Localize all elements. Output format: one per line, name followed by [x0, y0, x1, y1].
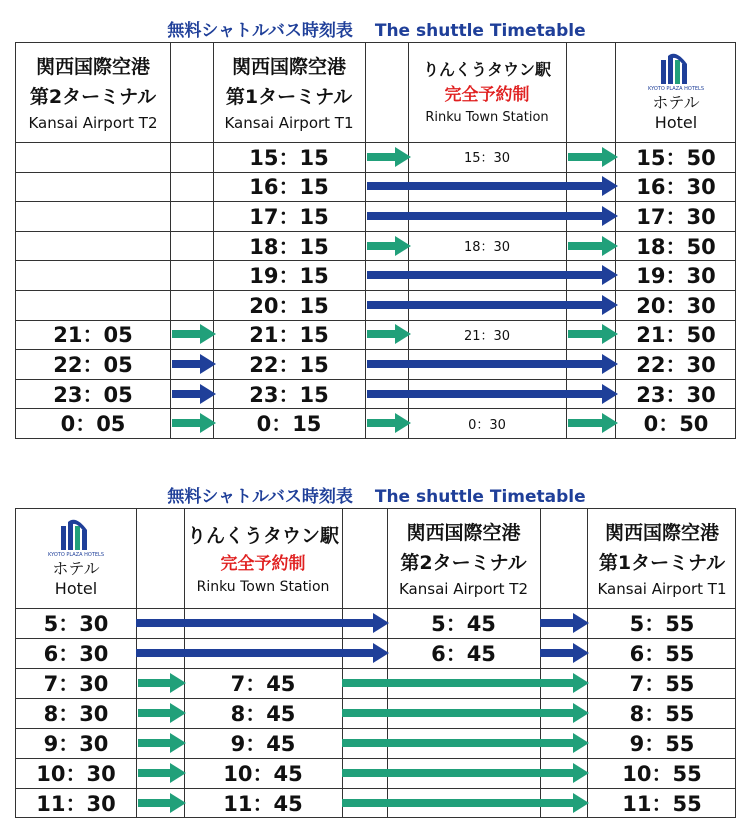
hotel-logo-icon: [59, 518, 93, 552]
header-hotel-jp: ホテル: [652, 93, 700, 112]
title-en: The shuttle Timetable: [374, 21, 586, 41]
time-cell: 16：15: [249, 175, 329, 200]
time-cell: 22：30: [636, 352, 716, 377]
time-cell: 10：55: [622, 762, 702, 786]
header-t1-jp1: 関西国際空港: [231, 55, 346, 78]
arrow-long-blue: [136, 643, 389, 667]
header-rinku: [408, 43, 566, 142]
time-cell: [16, 201, 170, 231]
arrow-long-green-icon: [342, 793, 589, 813]
header-t1: [213, 43, 365, 142]
time-cell: [16, 231, 170, 261]
arrow-green-icon: [367, 236, 411, 256]
time-cell: 20：30: [636, 293, 716, 318]
logo-text: KYOTO PLAZA HOTELS: [647, 86, 705, 92]
arrow-green: [568, 147, 618, 171]
time-cell: 5：30: [43, 612, 109, 636]
time-cell: 21：15: [249, 323, 329, 348]
arrow-green: [138, 793, 186, 817]
kyoto-plaza-hotels-logo: [48, 518, 104, 559]
time-cell: 5：55: [629, 612, 695, 636]
time-cell: 15：50: [636, 145, 716, 170]
header-hotel: [16, 509, 136, 608]
time-cell: 18：15: [249, 234, 329, 259]
time-cell: 23：15: [249, 382, 329, 407]
header-t1-en: Kansai Airport T1: [224, 113, 354, 132]
header-t2-jp1: 関西国際空港: [35, 55, 150, 78]
arrow-long-blue: [367, 176, 618, 200]
time-cell: 17：15: [249, 204, 329, 229]
arrow-green-icon: [172, 413, 216, 433]
arrow-long-blue-icon: [367, 265, 618, 285]
header-t2-jp2: 第2ターミナル: [400, 551, 527, 574]
header-hotel-jp: ホテル: [52, 559, 100, 578]
time-cell: 20：15: [249, 293, 329, 318]
arrow-green-icon: [172, 324, 216, 344]
header-hotel: [615, 43, 737, 142]
arrow-blue-icon: [172, 384, 216, 404]
header-t1-jp2: 第1ターミナル: [598, 551, 726, 574]
arrow-long-blue: [367, 295, 618, 319]
arrow-long-green: [342, 703, 589, 727]
header-t1: [587, 509, 737, 608]
header-t2-en: Kansai Airport T2: [398, 579, 529, 598]
header-rinku-note: 完全予約制: [444, 84, 530, 105]
title-jp: 無料シャトルバス時刻表: [167, 487, 353, 507]
arrow-green-icon: [138, 793, 186, 813]
time-cell: 19：15: [249, 264, 329, 289]
header-t2-en: Kansai Airport T2: [28, 113, 158, 132]
arrow-blue: [540, 613, 589, 637]
timetable-title-2: [0, 486, 753, 508]
arrow-green-icon: [138, 673, 186, 693]
time-cell: 6：55: [629, 642, 695, 666]
arrow-green: [138, 673, 186, 697]
header-hotel-en: Hotel: [654, 113, 698, 132]
time-cell: 6：45: [431, 642, 496, 666]
arrow-green: [172, 324, 216, 348]
time-cell: 0：50: [643, 412, 709, 437]
time-cell: 9：30: [43, 732, 109, 756]
time-cell: 8：45: [230, 702, 296, 726]
time-cell: 16：30: [636, 175, 716, 200]
time-cell: 0：05: [60, 412, 126, 437]
time-cell: [16, 172, 170, 202]
arrow-blue-icon: [540, 643, 589, 663]
header-rinku-jp: りんくうタウン駅: [422, 59, 551, 79]
header-t1-jp1: 関西国際空港: [604, 521, 719, 544]
arrow-long-green-icon: [342, 733, 589, 753]
arrow-green: [367, 147, 411, 171]
arrow-long-green-icon: [342, 703, 589, 723]
arrow-green-icon: [138, 703, 186, 723]
arrow-green: [138, 733, 186, 757]
arrow-blue-icon: [540, 613, 589, 633]
arrow-green: [367, 236, 411, 260]
header-rinku-jp: りんくうタウン駅: [186, 524, 339, 547]
time-cell: 5：45: [431, 612, 496, 636]
header-hotel-en: Hotel: [54, 579, 98, 598]
arrow-blue: [172, 384, 216, 408]
arrow-green-icon: [367, 147, 411, 167]
arrow-green: [367, 413, 411, 437]
arrow-long-green-icon: [342, 763, 589, 783]
time-cell: 8：30: [43, 702, 109, 726]
arrow-long-green: [342, 793, 589, 817]
arrow-green-icon: [138, 733, 186, 753]
arrow-green-icon: [568, 324, 618, 344]
time-cell: 23：05: [53, 382, 133, 407]
arrow-green: [568, 324, 618, 348]
time-cell: 8：55: [629, 702, 695, 726]
arrow-green: [367, 324, 411, 348]
header-rinku-en: Rinku Town Station: [196, 578, 330, 595]
arrow-green: [172, 413, 216, 437]
arrow-green: [568, 236, 618, 260]
arrow-long-blue-icon: [136, 643, 389, 663]
title-en: The shuttle Timetable: [374, 487, 586, 507]
time-cell: 6：30: [43, 642, 109, 666]
timetable-title-1: [0, 20, 753, 42]
arrow-green-icon: [367, 324, 411, 344]
time-cell: 7：30: [43, 672, 109, 696]
time-cell: 22：15: [249, 352, 329, 377]
arrow-long-blue-icon: [367, 295, 618, 315]
time-cell: 9：55: [629, 732, 695, 756]
timetable-hotel-bound: [15, 42, 736, 439]
time-cell: 11：55: [622, 792, 702, 816]
time-cell: 11：30: [36, 792, 116, 816]
time-cell: 15：15: [249, 145, 329, 170]
arrow-green: [568, 413, 618, 437]
header-t2-jp2: 第2ターミナル: [29, 85, 157, 108]
kyoto-plaza-hotels-logo: [648, 52, 704, 93]
arrow-green-icon: [568, 147, 618, 167]
arrow-long-blue: [367, 354, 618, 378]
header-t2: [387, 509, 540, 608]
header-t2-jp1: 関西国際空港: [406, 521, 521, 544]
header-t1-en: Kansai Airport T1: [597, 579, 727, 598]
arrow-long-blue-icon: [367, 354, 618, 374]
time-cell: 22：05: [53, 352, 133, 377]
header-rinku-note: 完全予約制: [220, 553, 306, 574]
time-cell: 18：30: [463, 240, 511, 256]
header-rinku: [184, 509, 342, 608]
arrow-green: [138, 763, 186, 787]
time-cell: 21：50: [636, 323, 716, 348]
time-cell: 7：55: [629, 672, 695, 696]
arrow-long-blue: [367, 206, 618, 230]
time-cell: 19：30: [636, 264, 716, 289]
time-cell: 18：50: [636, 234, 716, 259]
time-cell: [16, 290, 170, 320]
time-cell: 0：15: [256, 412, 322, 437]
arrow-blue: [540, 643, 589, 667]
arrow-green-icon: [138, 763, 186, 783]
arrow-long-green: [342, 673, 589, 697]
time-cell: 0：30: [468, 417, 506, 433]
arrow-green: [138, 703, 186, 727]
logo-text: KYOTO PLAZA HOTELS: [47, 552, 105, 558]
time-cell: 7：45: [230, 672, 296, 696]
arrow-long-blue: [136, 613, 389, 637]
arrow-long-blue-icon: [367, 384, 618, 404]
hotel-logo-icon: [659, 52, 693, 86]
time-cell: 17：30: [636, 204, 716, 229]
title-jp: 無料シャトルバス時刻表: [167, 21, 353, 41]
time-cell: 21：05: [53, 323, 133, 348]
time-cell: 10：45: [223, 762, 303, 786]
arrow-long-blue: [367, 384, 618, 408]
arrow-long-blue-icon: [367, 206, 618, 226]
time-cell: 21：30: [463, 328, 511, 344]
header-t1-jp2: 第1ターミナル: [225, 85, 353, 108]
arrow-green-icon: [568, 413, 618, 433]
time-cell: 23：30: [636, 382, 716, 407]
arrow-long-blue-icon: [136, 613, 389, 633]
timetable-airport-bound: [15, 508, 736, 818]
arrow-blue: [172, 354, 216, 378]
time-cell: [16, 260, 170, 290]
arrow-long-green: [342, 733, 589, 757]
arrow-long-green-icon: [342, 673, 589, 693]
time-cell: 15：30: [463, 151, 511, 167]
time-cell: 11：45: [223, 792, 303, 816]
arrow-green-icon: [568, 236, 618, 256]
header-t2: [16, 43, 170, 142]
time-cell: [16, 142, 170, 172]
time-cell: 10：30: [36, 762, 116, 786]
arrow-long-blue: [367, 265, 618, 289]
arrow-green-icon: [367, 413, 411, 433]
arrow-long-green: [342, 763, 589, 787]
arrow-blue-icon: [172, 354, 216, 374]
header-rinku-en: Rinku Town Station: [425, 109, 549, 125]
time-cell: 9：45: [230, 732, 296, 756]
arrow-long-blue-icon: [367, 176, 618, 196]
